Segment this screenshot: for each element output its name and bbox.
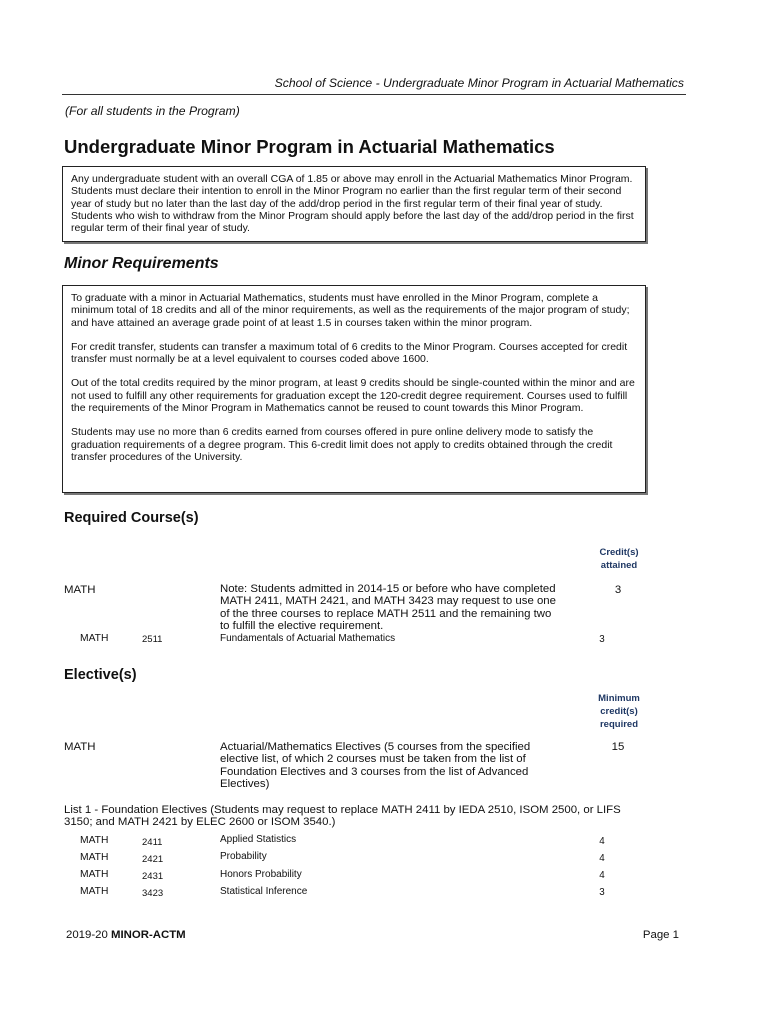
course-credits: 3 <box>599 634 605 645</box>
intro-box <box>62 166 646 242</box>
elective-group-note: Actuarial/Mathematics Electives (5 courses from the specified elective list, of which 2 courses must be taken from the list of Foundation Electives and 3 courses from the list of Advanced Electives) <box>220 741 531 790</box>
course-subject: MATH <box>80 852 109 863</box>
course-title: Probability <box>220 851 267 862</box>
requirements-box <box>62 285 646 493</box>
course-credits: 4 <box>599 853 605 864</box>
footer-year: 2019-20 <box>66 929 108 941</box>
electives-heading: Elective(s) <box>64 667 137 683</box>
course-subject: MATH <box>80 886 109 897</box>
required-group-note: Note: Students admitted in 2014-15 or before who have completed MATH 2411, MATH 2421, and MATH 3423 may request to use one of the three courses to replace MATH 2511 and the remaining two to fulfill the elective requirement. <box>220 583 556 632</box>
requirement-paragraph: Students may use no more than 6 credits earned from courses offered in pure online delivery mode to satisfy the graduation requirements of a degree program. This 6-credit limit does not apply to credits obtained through the credit transfer procedures of the University. <box>71 426 613 463</box>
intro-text: Any undergraduate student with an overall CGA of 1.85 or above may enroll in the Actuarial Mathematics Minor Program. Students must declare their intention to enroll in the Minor Program no earlier than the first regular term of their second year of study but no later than the last day of the add/drop period in the first regular term of their final year of study. Students who wish to withdraw from the Minor Program should apply before the last day of the add/drop period in the first regular term of their final year of study. <box>71 173 634 235</box>
required-group-subject: MATH <box>64 584 96 596</box>
minor-requirements-heading: Minor Requirements <box>64 255 219 272</box>
required-group-credits: 3 <box>614 584 622 596</box>
foundation-electives-note: List 1 - Foundation Electives (Students may request to replace MATH 2411 by IEDA 2510, ISOM 2500, or LIFS 3150; and MATH 2421 by ELEC 2600 or ISOM 3540.) <box>64 804 621 829</box>
course-title: Honors Probability <box>220 869 302 880</box>
course-credits: 4 <box>599 870 605 881</box>
footer-document-code <box>66 929 186 941</box>
footer-code: MINOR-ACTM <box>110 929 186 941</box>
audience-note: (For all students in the Program) <box>65 104 240 118</box>
course-credits: 4 <box>599 836 605 847</box>
page-title: Undergraduate Minor Program in Actuarial Mathematics <box>64 136 555 157</box>
elective-group-subject: MATH <box>64 741 96 753</box>
course-code: 2411 <box>142 837 163 848</box>
course-title: Fundamentals of Actuarial Mathematics <box>220 633 396 644</box>
running-header: School of Science - Undergraduate Minor Program in Actuarial Mathematics <box>274 76 684 90</box>
course-title: Applied Statistics <box>220 834 297 845</box>
course-code: 2431 <box>142 871 164 882</box>
course-title: Statistical Inference <box>220 886 308 897</box>
elective-group-credits: 15 <box>611 741 625 753</box>
credits-attained-header: Credit(s) attained <box>599 547 639 571</box>
course-credits: 3 <box>599 887 605 898</box>
course-code: 3423 <box>142 888 164 899</box>
course-code: 2511 <box>142 634 163 645</box>
requirement-paragraph: For credit transfer, students can transfer a maximum total of 6 credits to the Minor Program. Courses accepted for credit transfer must normally be at a level equivalent to courses coded above 1600. <box>71 340 628 366</box>
course-subject: MATH <box>80 633 109 644</box>
course-code: 2421 <box>142 854 164 865</box>
requirement-paragraph: To graduate with a minor in Actuarial Mathematics, students must have enrolled in the Minor Program, complete a minimum total of 18 credits and all of the minor requirements, as well as the requirements of the major program of study; and have attained an average grade point of at least 1.5 in courses taken within the minor program. <box>71 292 630 329</box>
page-number: Page 1 <box>642 929 679 941</box>
minimum-credits-header: Minimum credit(s) required <box>598 693 640 730</box>
header-divider <box>62 94 686 95</box>
requirement-paragraph: Out of the total credits required by the minor program, at least 9 credits should be single-counted within the minor and are not used to fulfill any other requirements for graduation except the 120-credit degree requirement. Courses used to fulfill the requirements of the Minor Program in Mathematics cannot be reused to count towards this Minor Program. <box>71 377 635 415</box>
course-subject: MATH <box>80 835 109 846</box>
course-subject: MATH <box>80 869 109 880</box>
required-courses-heading: Required Course(s) <box>64 510 199 526</box>
